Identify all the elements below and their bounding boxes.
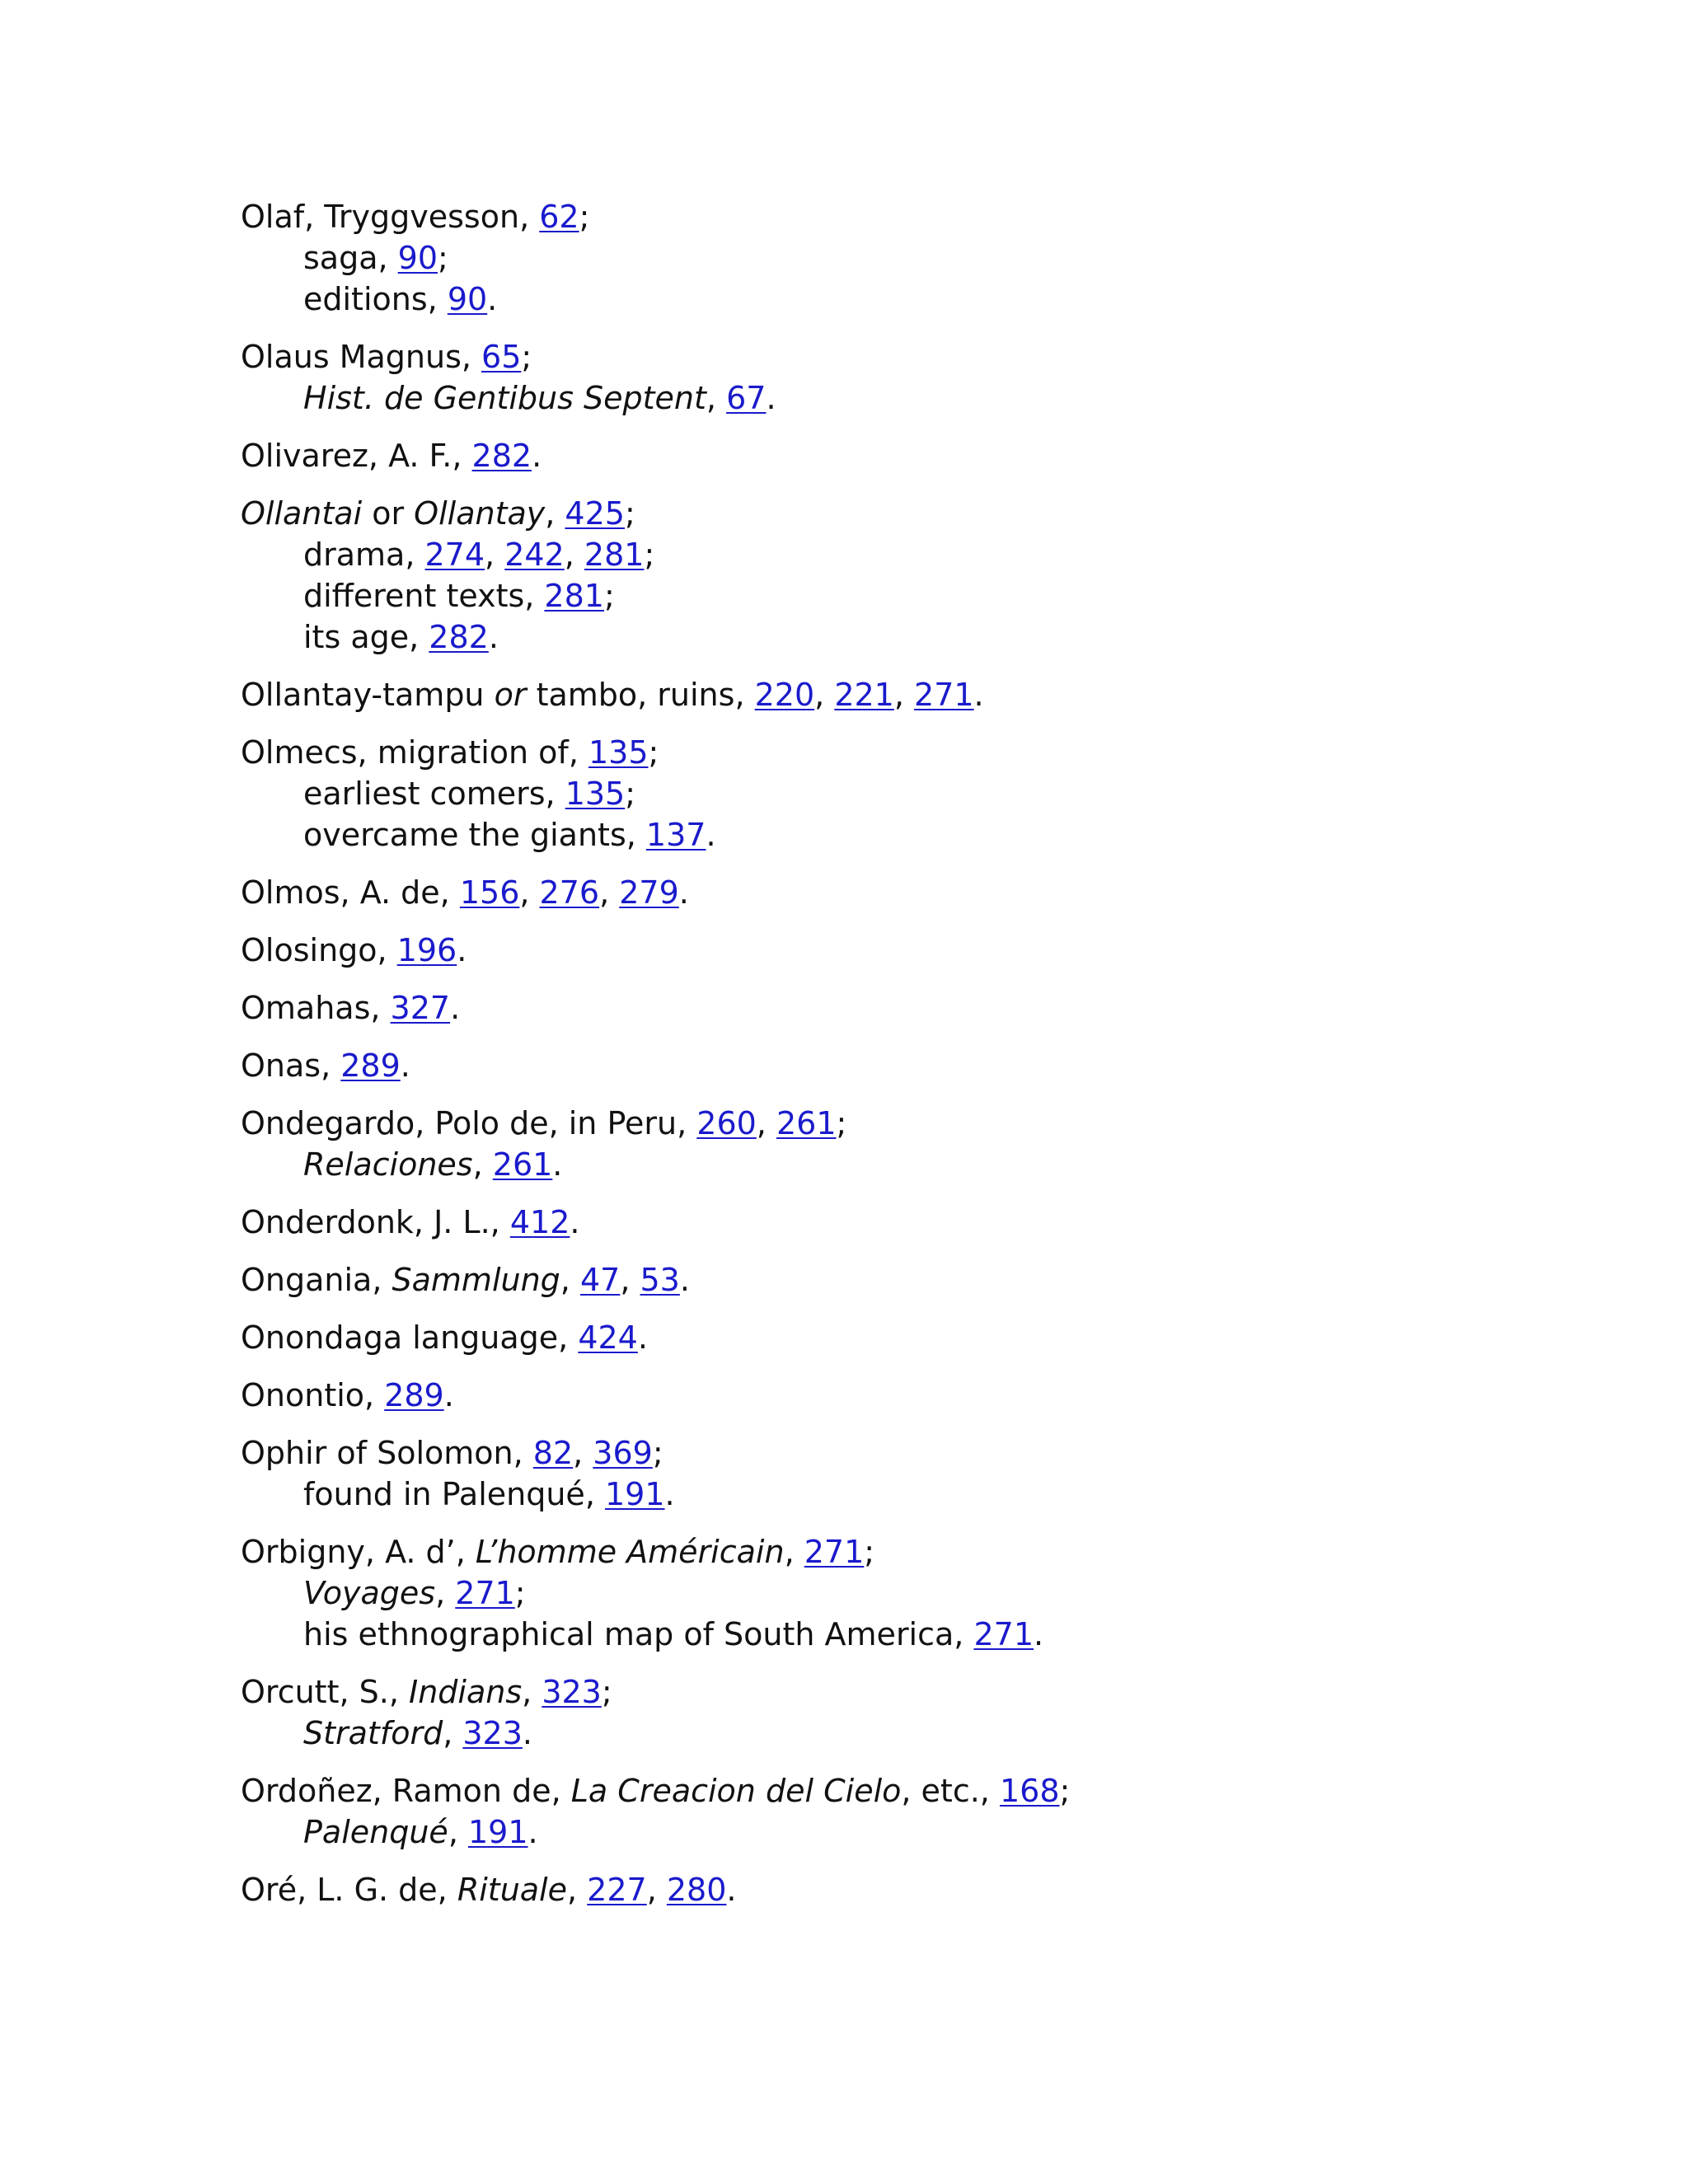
entry-subentry-line: [241, 1713, 1559, 1754]
index-entry: [241, 930, 1559, 971]
page-reference-link[interactable]: 67: [726, 380, 767, 416]
entry-text: ;: [579, 199, 590, 235]
entry-text: .: [570, 1204, 580, 1240]
entry-subentry-line: [241, 377, 1559, 419]
entry-text: .: [706, 817, 716, 853]
page-reference-link[interactable]: 282: [429, 619, 489, 655]
entry-heading-line: [241, 987, 1559, 1029]
index-entry: [241, 1375, 1559, 1416]
entry-text: ,: [814, 677, 835, 713]
page-reference-link[interactable]: 281: [544, 578, 604, 614]
entry-text: ,: [443, 1715, 463, 1751]
entry-text: ,: [522, 1674, 542, 1710]
entry-text: .: [522, 1715, 532, 1751]
page-reference-link[interactable]: 289: [340, 1047, 401, 1084]
entry-text: Ondegardo, Polo de, in Peru,: [241, 1105, 697, 1141]
index-entry: [241, 1202, 1559, 1243]
entry-heading-line: [241, 1432, 1559, 1474]
entry-text: .: [488, 619, 499, 655]
entry-subentry-line: [241, 1811, 1559, 1853]
page-reference-link[interactable]: 323: [542, 1674, 602, 1710]
page-reference-link[interactable]: 191: [604, 1476, 665, 1512]
entry-heading-line: [241, 674, 1559, 715]
entry-text: .: [637, 1319, 648, 1356]
entry-text: ;: [625, 776, 636, 812]
index-entry: [241, 1869, 1559, 1910]
page-reference-link[interactable]: 90: [447, 281, 488, 317]
entry-text: ;: [864, 1534, 875, 1570]
entry-text: Ongania,: [241, 1262, 392, 1298]
entry-heading-line: [241, 1531, 1559, 1572]
entry-text: ;: [521, 339, 532, 375]
page-reference-link[interactable]: 276: [539, 874, 600, 911]
entry-text: Olaus Magnus,: [241, 339, 482, 375]
entry-text: tambo, ruins,: [526, 677, 755, 713]
entry-text: .: [766, 380, 776, 416]
entry-text: Olosingo,: [241, 932, 397, 968]
index-entry: [241, 674, 1559, 715]
page-reference-link[interactable]: 90: [397, 240, 438, 276]
entry-subentry-line: [241, 534, 1559, 575]
entry-text: .: [1034, 1616, 1044, 1652]
entry-subentry-line: [241, 814, 1559, 855]
entry-heading-line: [241, 1045, 1559, 1086]
page-reference-link[interactable]: 82: [532, 1435, 574, 1471]
entry-text: .: [679, 1262, 690, 1298]
entry-text: ,: [646, 1872, 667, 1908]
entry-text: ,: [485, 537, 505, 573]
entry-text: .: [678, 874, 689, 911]
entry-text: its age,: [303, 619, 429, 655]
page-reference-link[interactable]: 191: [467, 1814, 528, 1850]
entry-subentry-line: [241, 1144, 1559, 1185]
page-reference-link[interactable]: 65: [481, 339, 522, 375]
entry-text: ,: [519, 874, 540, 911]
page-reference-link[interactable]: 260: [696, 1105, 757, 1141]
entry-heading-line: [241, 196, 1559, 237]
page-reference-link[interactable]: 261: [492, 1146, 553, 1183]
entry-text: ,: [448, 1814, 468, 1850]
entry-text: .: [457, 932, 467, 968]
page-reference-link[interactable]: 412: [509, 1204, 570, 1240]
entry-text: ;: [648, 734, 659, 771]
page-reference-link[interactable]: 137: [645, 817, 706, 853]
entry-heading-line: [241, 1671, 1559, 1713]
entry-text: .: [552, 1146, 563, 1183]
entry-text: found in Palenqué,: [303, 1476, 605, 1512]
page-reference-link[interactable]: 135: [588, 734, 649, 771]
italic-title-text: Stratford: [303, 1715, 443, 1751]
page-reference-link[interactable]: 261: [776, 1105, 837, 1141]
entry-text: .: [664, 1476, 675, 1512]
entry-text: Ordoñez, Ramon de,: [241, 1773, 571, 1809]
page-reference-link[interactable]: 221: [834, 677, 894, 713]
entry-text: ;: [438, 240, 448, 276]
entry-text: Orcutt, S.,: [241, 1674, 409, 1710]
index-page: [241, 196, 1559, 1927]
index-entry: [241, 336, 1559, 419]
entry-text: Orbigny, A. d’,: [241, 1534, 476, 1570]
index-entry: [241, 493, 1559, 658]
index-entry: [241, 1531, 1559, 1655]
entry-heading-line: [241, 1259, 1559, 1301]
page-reference-link[interactable]: 280: [666, 1872, 727, 1908]
page-reference-link[interactable]: 168: [999, 1773, 1060, 1809]
italic-title-text: Relaciones: [303, 1146, 473, 1183]
entry-text: ;: [514, 1575, 526, 1611]
entry-text: his ethnographical map of South America,: [303, 1616, 974, 1652]
italic-title-text: L’homme Américain: [475, 1534, 785, 1570]
page-reference-link[interactable]: 369: [593, 1435, 653, 1471]
page-reference-link[interactable]: 274: [424, 537, 485, 573]
italic-title-text: Hist. de Gentibus Septent: [303, 380, 706, 416]
page-reference-link[interactable]: 47: [579, 1262, 621, 1298]
page-reference-link[interactable]: 156: [459, 874, 520, 911]
entry-text: ;: [624, 495, 635, 532]
entry-text: ,: [567, 1872, 588, 1908]
entry-text: ;: [836, 1105, 847, 1141]
italic-title-text: Rituale: [457, 1872, 567, 1908]
entry-text: or: [362, 495, 415, 532]
index-entry: [241, 1671, 1559, 1754]
page-reference-link[interactable]: 279: [619, 874, 679, 911]
entry-heading-line: [241, 732, 1559, 773]
entry-text: Oré, L. G. de,: [241, 1872, 457, 1908]
page-reference-link[interactable]: 271: [804, 1534, 865, 1570]
entry-heading-line: [241, 1317, 1559, 1358]
page-reference-link[interactable]: 271: [914, 677, 974, 713]
entry-text: .: [487, 281, 498, 317]
entry-text: .: [973, 677, 984, 713]
entry-subentry-line: [241, 616, 1559, 658]
page-reference-link[interactable]: 281: [584, 537, 645, 573]
italic-title-text: Palenqué: [303, 1814, 448, 1850]
entry-text: Olivarez, A. F.,: [241, 438, 472, 474]
italic-title-text: Sammlung: [392, 1262, 560, 1298]
entry-text: overcame the giants,: [303, 817, 646, 853]
page-reference-link[interactable]: 289: [384, 1377, 444, 1413]
entry-text: ;: [1059, 1773, 1071, 1809]
italic-title-text: Indians: [409, 1674, 523, 1710]
page-reference-link[interactable]: 424: [578, 1319, 638, 1356]
entry-text: ,: [599, 874, 620, 911]
index-entry: [241, 1432, 1559, 1515]
entry-text: ,: [893, 677, 915, 713]
italic-title-text: Ollantay: [414, 495, 546, 532]
entry-text: Omahas,: [241, 990, 391, 1026]
entry-subentry-line: [241, 575, 1559, 616]
entry-heading-line: [241, 1869, 1559, 1910]
entry-text: different texts,: [303, 578, 545, 614]
italic-title-text: La Creacion del Cielo: [570, 1773, 902, 1809]
entry-subentry-line: [241, 1572, 1559, 1614]
page-reference-link[interactable]: 196: [396, 932, 457, 968]
index-entry: [241, 732, 1559, 855]
entry-text: drama,: [303, 537, 425, 573]
entry-text: ,: [620, 1262, 640, 1298]
entry-text: Ollantay-tampu: [241, 677, 495, 713]
entry-heading-line: [241, 872, 1559, 913]
entry-text: Olmos, A. de,: [241, 874, 460, 911]
page-reference-link[interactable]: 327: [390, 990, 451, 1026]
index-entry: [241, 1770, 1559, 1853]
entry-text: editions,: [303, 281, 448, 317]
entry-text: ,: [706, 380, 727, 416]
entry-heading-line: [241, 336, 1559, 377]
page-reference-link[interactable]: 271: [455, 1575, 515, 1611]
entry-heading-line: [241, 930, 1559, 971]
page-reference-link[interactable]: 220: [754, 677, 815, 713]
entry-text: .: [450, 990, 461, 1026]
entry-text: Olmecs, migration of,: [241, 734, 588, 771]
entry-heading-line: [241, 1375, 1559, 1416]
entry-text: ;: [601, 1674, 612, 1710]
entry-text: Onondaga language,: [241, 1319, 579, 1356]
entry-subentry-line: [241, 279, 1559, 320]
entry-subentry-line: [241, 1474, 1559, 1515]
page-reference-link[interactable]: 53: [640, 1262, 680, 1298]
entry-heading-line: [241, 1103, 1559, 1144]
page-reference-link[interactable]: 135: [565, 776, 626, 812]
entry-text: .: [443, 1377, 454, 1413]
italic-title-text: Voyages: [303, 1575, 436, 1611]
entry-heading-line: [241, 1770, 1559, 1811]
entry-heading-line: [241, 1202, 1559, 1243]
entry-text: Ophir of Solomon,: [241, 1435, 533, 1471]
entry-text: ,: [756, 1105, 776, 1141]
entry-text: Onderdonk, J. L.,: [241, 1204, 510, 1240]
index-entry: [241, 435, 1559, 476]
entry-subentry-line: [241, 237, 1559, 279]
index-entry: [241, 196, 1559, 320]
entry-text: Onas,: [241, 1047, 341, 1084]
entry-text: saga,: [303, 240, 398, 276]
page-reference-link[interactable]: 271: [973, 1616, 1034, 1652]
entry-text: ,: [545, 495, 565, 532]
index-entry: [241, 1317, 1559, 1358]
entry-text: Olaf, Tryggvesson,: [241, 199, 540, 235]
index-entry: [241, 872, 1559, 913]
entry-text: .: [400, 1047, 410, 1084]
entry-text: ,: [573, 1435, 593, 1471]
page-reference-link[interactable]: 323: [462, 1715, 523, 1751]
entry-heading-line: [241, 435, 1559, 476]
entry-text: , etc.,: [901, 1773, 1000, 1809]
entry-text: ,: [435, 1575, 456, 1611]
index-entry: [241, 1259, 1559, 1301]
italic-title-text: Ollantai: [241, 495, 363, 532]
entry-text: ,: [784, 1534, 804, 1570]
page-reference-link[interactable]: 425: [565, 495, 625, 532]
page-reference-link[interactable]: 242: [504, 537, 565, 573]
index-entry: [241, 987, 1559, 1029]
entry-text: .: [528, 1814, 538, 1850]
page-reference-link[interactable]: 282: [471, 438, 532, 474]
entry-heading-line: [241, 493, 1559, 534]
entry-text: ;: [644, 537, 655, 573]
entry-text: earliest comers,: [303, 776, 565, 812]
entry-text: ,: [564, 537, 584, 573]
entry-text: ,: [472, 1146, 493, 1183]
entry-text: ,: [560, 1262, 580, 1298]
entry-text: .: [532, 438, 542, 474]
entry-subentry-line: [241, 1614, 1559, 1655]
index-entry: [241, 1045, 1559, 1086]
page-reference-link[interactable]: 62: [539, 199, 579, 235]
entry-text: Onontio,: [241, 1377, 385, 1413]
entry-text: ;: [603, 578, 615, 614]
page-reference-link[interactable]: 227: [587, 1872, 647, 1908]
entry-text: .: [726, 1872, 737, 1908]
entry-text: ;: [652, 1435, 663, 1471]
entry-subentry-line: [241, 773, 1559, 814]
index-entry: [241, 1103, 1559, 1185]
italic-title-text: or: [494, 677, 527, 713]
